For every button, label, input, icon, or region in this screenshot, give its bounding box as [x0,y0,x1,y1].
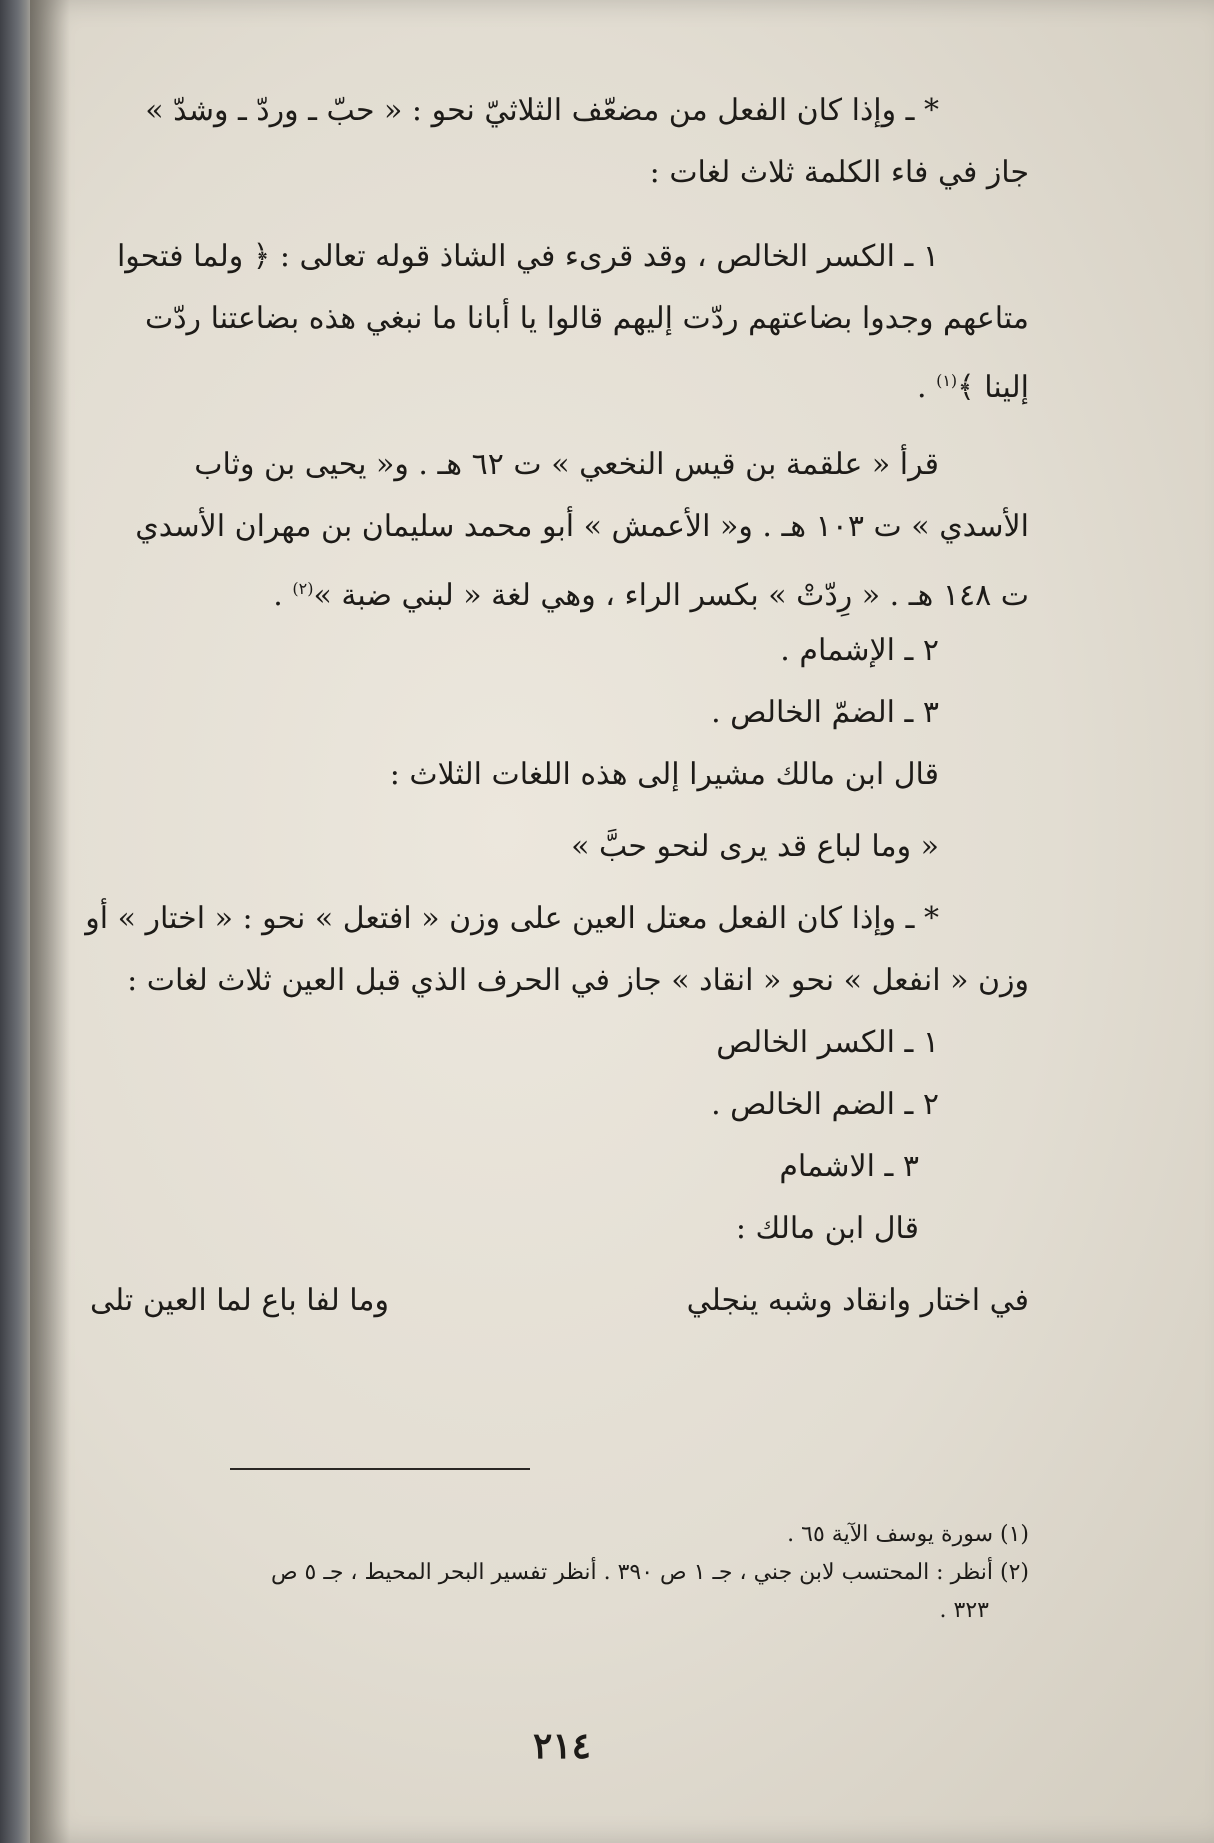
reading-line1: قرأ « علقمة بن قيس النخعي » ت ٦٢ هـ . و« يحيى بن وثاب [194,447,939,482]
paragraph2-line2: وزن « انفعل » نحو « انقاد » جاز في الحرف الذي قبل العين ثلاث لغات : [127,963,1029,998]
item1-line2: متاعهم وجدوا بضاعتهم ردّت إليهم قالوا يا أبانا ما نبغي هذه بضاعتنا ردّت [144,301,1029,336]
reading-line3 [90,558,1029,620]
item3: ٣ ـ الضمّ الخالص . [711,695,939,730]
verse-2-hemistich-1: في اختار وانقاد وشبه ينجلي [686,1283,1029,1318]
reading-line2: الأسدي » ت ١٠٣ هـ . و« الأعمش » أبو محمد سليمان بن مهران الأسدي [135,509,1029,544]
spacer [90,806,1029,816]
page-edge-shadow [30,0,70,1843]
footnote-2: (٢) أنظر : المحتسب لابن جني ، جـ ١ ص ٣٩٠ . أنظر تفسير البحر المحيط ، جـ ٥ ص [270,1560,1029,1585]
paragraph2-line1: * ـ وإذا كان الفعل معتل العين على وزن « افتعل » نحو : « اختار » أو [85,901,939,936]
spacer [90,204,1029,226]
item1-line3-end: . [916,370,937,405]
page-number: ٢١٤ [532,1725,591,1767]
verse-2 [90,1270,1029,1332]
ibn-malik-intro-1: قال ابن مالك مشيرا إلى هذه اللغات الثلاث : [389,757,939,792]
footnote-separator [230,1468,530,1470]
reading-line3-end: . [273,578,293,613]
item2: ٢ ـ الإشمام . [780,633,939,668]
item1-line1: ١ ـ الكسر الخالص ، وقد قرىء في الشاذ قوله تعالى : ﴿ ولما فتحوا [116,239,939,274]
book-page [30,0,1214,1843]
list2-item1: ١ ـ الكسر الخالص [716,1025,939,1060]
item1-line3 [90,350,1029,412]
reading-line3-text: ت ١٤٨ هـ . « رِدّتْ » بكسر الراء ، وهي لغة « لبني ضبة » [313,578,1029,613]
spacer [90,878,1029,888]
main-text [85,80,1029,1332]
footnote-1: (١) سورة يوسف الآية ٦٥ . [787,1522,1029,1547]
footnote-ref-2: (٢) [292,579,314,598]
list2-item2: ٢ ـ الضم الخالص . [711,1087,939,1122]
paragraph1-line2: جاز في فاء الكلمة ثلاث لغات : [649,155,1029,190]
spacer [90,1260,1029,1270]
list2-item3: ٣ ـ الاشمام [779,1149,919,1184]
item1-line3-text: إلينا ﴾ [957,370,1029,405]
footnote-2-continuation: ٣٢٣ . [939,1598,989,1623]
paragraph1-line1: * ـ وإذا كان الفعل من مضعّف الثلاثيّ نحو : « حبّ ـ وردّ ـ وشدّ » [145,93,939,128]
footnote-ref-1: (١) [936,371,958,390]
spacer [90,412,1029,434]
footnotes [90,1516,1029,1630]
verse-2-hemistich-2: وما لفا باع لما العين تلى [90,1283,389,1318]
verse-1: « وما لباع قد يرى لنحو حبَّ » [571,829,939,864]
ibn-malik-intro-2: قال ابن مالك : [735,1211,919,1246]
